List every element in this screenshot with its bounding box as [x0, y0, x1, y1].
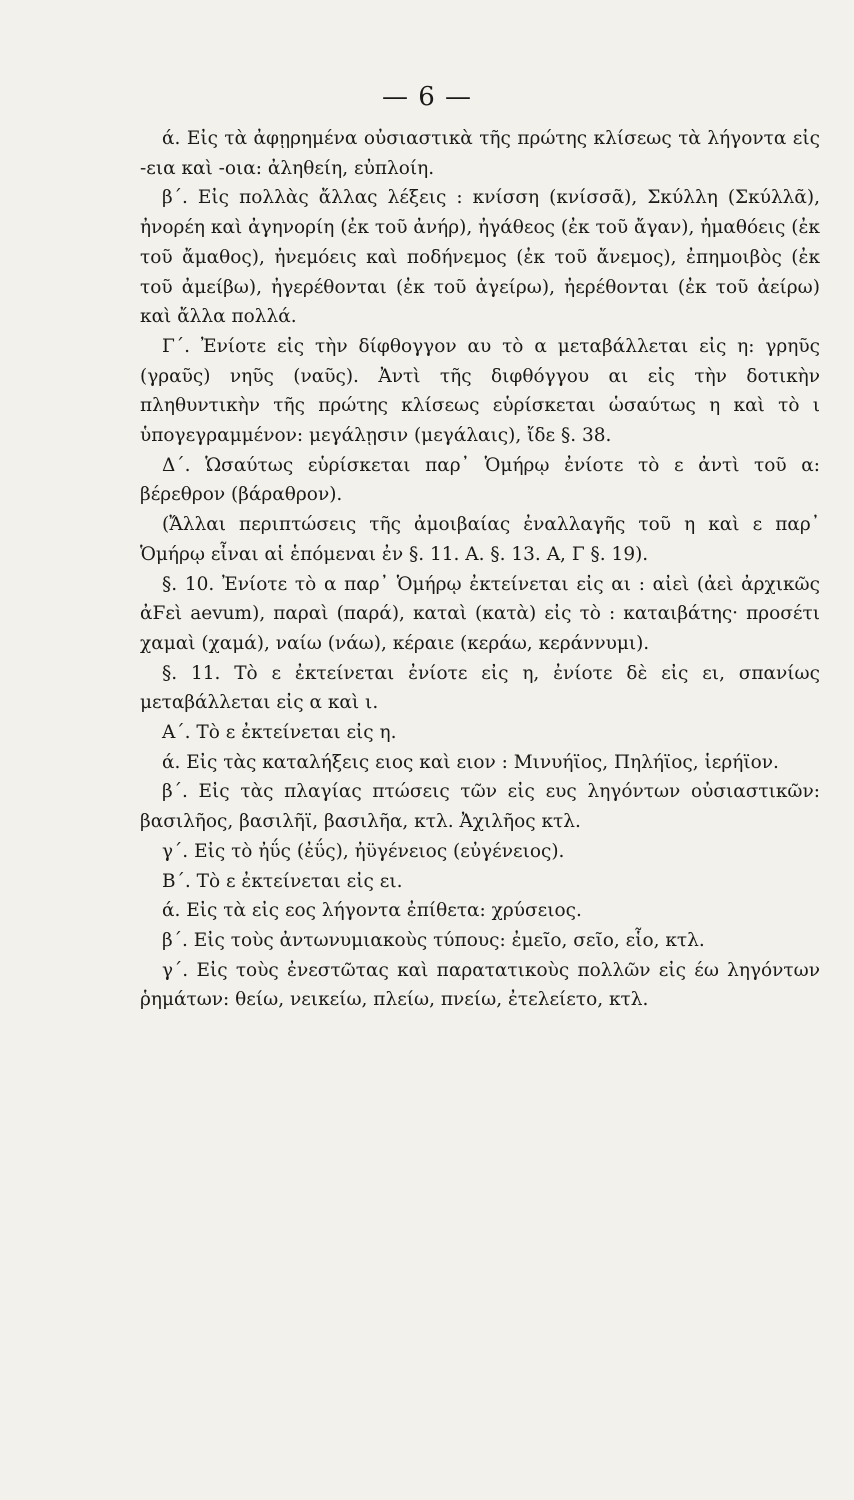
section-10: §. 10. Ἐνίοτε τὸ α παρ᾽ Ὁμήρῳ ἐκτείνεται εἰς αι : αἰεὶ (ἀεὶ ἀρχικῶς ἀϜεὶ aevum), παραὶ (παρά), καταὶ (κατὰ) εἰς τὸ : καταιβάτης· προσέτι χαμαὶ (χαμά), ναίω (νάω), κέραιε (κεράω, κεράννυμι).: [140, 573, 820, 654]
subsection-a-1: ά. Εἰς τὰς καταλήξεις ειος καὶ ειον : Μινυήϊος, Πηλήϊος, ἱερήϊον.: [162, 751, 779, 773]
subsection-a-heading: Α΄. Τὸ ε ἐκτείνεται εἰς η.: [162, 722, 397, 744]
paragraph-1b: β΄. Εἰς πολλὰς ἄλλας λέξεις : κνίσση (κνίσσᾶ), Σκύλλη (Σκύλλᾶ), ἠνορέη καὶ ἀγηνορίη (ἐκ τοῦ ἀνήρ), ἠγάθεος (ἐκ τοῦ ἄγαν), ἠμαθόεις (ἐκ τοῦ ἄμαθος), ἠνεμόεις καὶ ποδήνεμος (ἐκ τοῦ ἄνεμος), ἐπημοιβὸς (ἐκ τοῦ ἀμείβω), ἠγερέθονται (ἐκ τοῦ ἀγείρω), ἠερέθονται (ἐκ τοῦ ἀείρω) καὶ ἄλλα πολλά.: [140, 187, 820, 328]
paragraph-note: (Ἄλλαι περιπτώσεις τῆς ἀμοιβαίας ἐναλλαγῆς τοῦ η καὶ ε παρ᾽ Ὁμήρῳ εἶναι αἱ ἑπόμεναι ἐν §. 11. Α. §. 13. Α, Γ §. 19).: [140, 514, 820, 565]
subsection-a-2: β΄. Εἰς τὰς πλαγίας πτώσεις τῶν εἰς ευς ληγόντων οὐσιαστικῶν: βασιλῆος, βασιλῆϊ, βασιλῆα, κτλ. Ἀχιλῆος κτλ.: [140, 781, 820, 833]
paragraph-gamma: Γ΄. Ἐνίοτε εἰς τὴν δίφθογγον αυ τὸ α μεταβάλλεται εἰς η: γρηῦς (γραῦς) νηῦς (ναῦς). Ἀντὶ τῆς διφθόγγου αι εἰς τὴν δοτικὴν πληθυντικὴν τῆς πρώτης κλίσεως εὑρίσκεται ὡσαύτως η καὶ τὸ ι ὑπογεγραμμένον: μεγάλῃσιν (μεγάλαις), ἴδε §. 38.: [140, 335, 820, 447]
page-number: — 6 —: [381, 82, 473, 112]
paragraph-delta: Δ΄. Ὡσαύτως εὑρίσκεται παρ᾽ Ὁμήρῳ ἐνίοτε τὸ ε ἀντὶ τοῦ α: βέρεθρον (βάραθρον).: [140, 454, 820, 506]
text-block: [140, 124, 820, 1015]
subsection-b-3: γ΄. Εἰς τοὺς ἐνεστῶτας καὶ παρατατικοὺς πολλῶν εἰς έω ληγόντων ῥημάτων: θείω, νεικείω, πλείω, πνείω, ἐτελείετο, κτλ.: [140, 959, 820, 1011]
subsection-b-1: ά. Εἰς τὰ εἰς εος λήγοντα ἐπίθετα: χρύσειος.: [162, 900, 582, 922]
subsection-a-3: γ΄. Εἰς τὸ ἠΰς (ἐΰς), ἠϋγένειος (εὐγένειος).: [162, 840, 565, 862]
paragraph-1a: ά. Εἰς τὰ ἀφῃρημένα οὐσιαστικὰ τῆς πρώτης κλίσεως τὰ λήγοντα εἰς -εια καὶ -οια: ἀληθείη, εὐπλοίη.: [140, 128, 820, 179]
section-11: §. 11. Τὸ ε ἐκτείνεται ἐνίοτε εἰς η, ἐνίοτε δὲ εἰς ει, σπανίως μεταβάλλεται εἰς α καὶ ι.: [140, 662, 820, 714]
subsection-b-2: β΄. Εἰς τοὺς ἀντωνυμιακοὺς τύπους: ἐμεῖο, σεῖο, εἷο, κτλ.: [162, 929, 705, 951]
subsection-b-heading: Β΄. Τὸ ε ἐκτείνεται εἰς ει.: [162, 870, 403, 892]
